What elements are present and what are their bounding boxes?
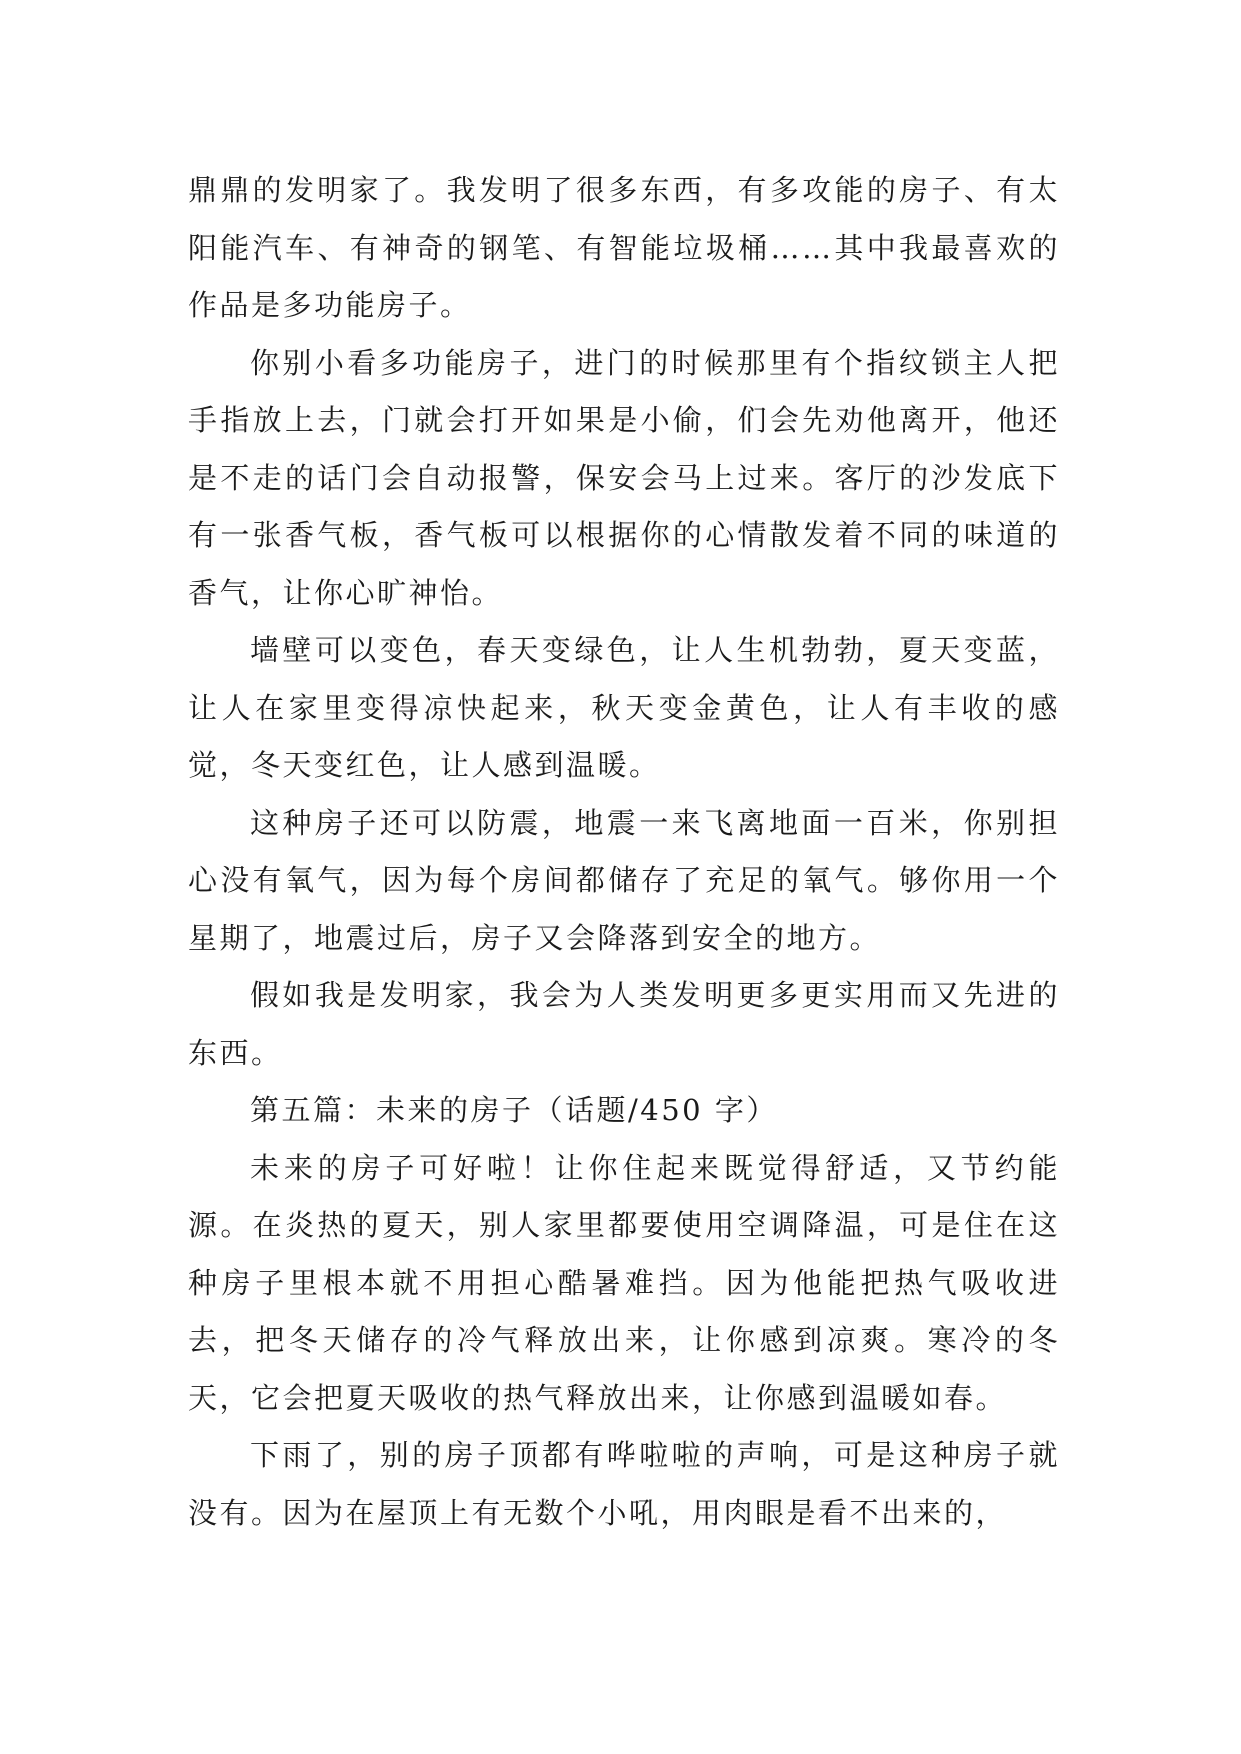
paragraph-1: 鼎鼎的发明家了。我发明了很多东西，有多攻能的房子、有太阳能汽车、有神奇的钢笔、有智能垃圾桶……其中我最喜欢的作品是多功能房子。 (188, 173, 1060, 322)
paragraph-2: 你别小看多功能房子，进门的时候那里有个指纹锁主人把手指放上去，门就会打开如果是小偷，们会先劝他离开，他还是不走的话门会自动报警，保安会马上过来。客厅的沙发底下有一张香气板，香气板可以根据你的心情散发着不同的味道的香气，让你心旷神怡。 (188, 345, 1060, 610)
section-heading: 第五篇：未来的房子（话题/450 字） (250, 1093, 778, 1127)
paragraph-3: 墙壁可以变色，春天变绿色，让人生机勃勃，夏天变蓝，让人在家里变得凉快起来，秋天变金黄色，让人有丰收的感觉，冬天变红色，让人感到温暖。 (188, 633, 1060, 782)
document-body (188, 162, 1060, 1542)
paragraph-6: 未来的房子可好啦！让你住起来既觉得舒适，又节约能源。在炎热的夏天，别人家里都要使用空调降温，可是住在这种房子里根本就不用担心酷暑难挡。因为他能把热气吸收进去，把冬天储存的冷气释放出来，让你感到凉爽。寒冷的冬天，它会把夏天吸收的热气释放出来，让你感到温暖如春。 (188, 1150, 1060, 1415)
paragraph-7: 下雨了，别的房子顶都有哗啦啦的声响，可是这种房子就没有。因为在屋顶上有无数个小吼，用肉眼是看不出来的， (188, 1438, 1060, 1530)
paragraph-4: 这种房子还可以防震，地震一来飞离地面一百米，你别担心没有氧气，因为每个房间都储存了充足的氧气。够你用一个星期了，地震过后，房子又会降落到安全的地方。 (188, 805, 1060, 955)
paragraph-5: 假如我是发明家，我会为人类发明更多更实用而又先进的东西。 (188, 978, 1060, 1070)
